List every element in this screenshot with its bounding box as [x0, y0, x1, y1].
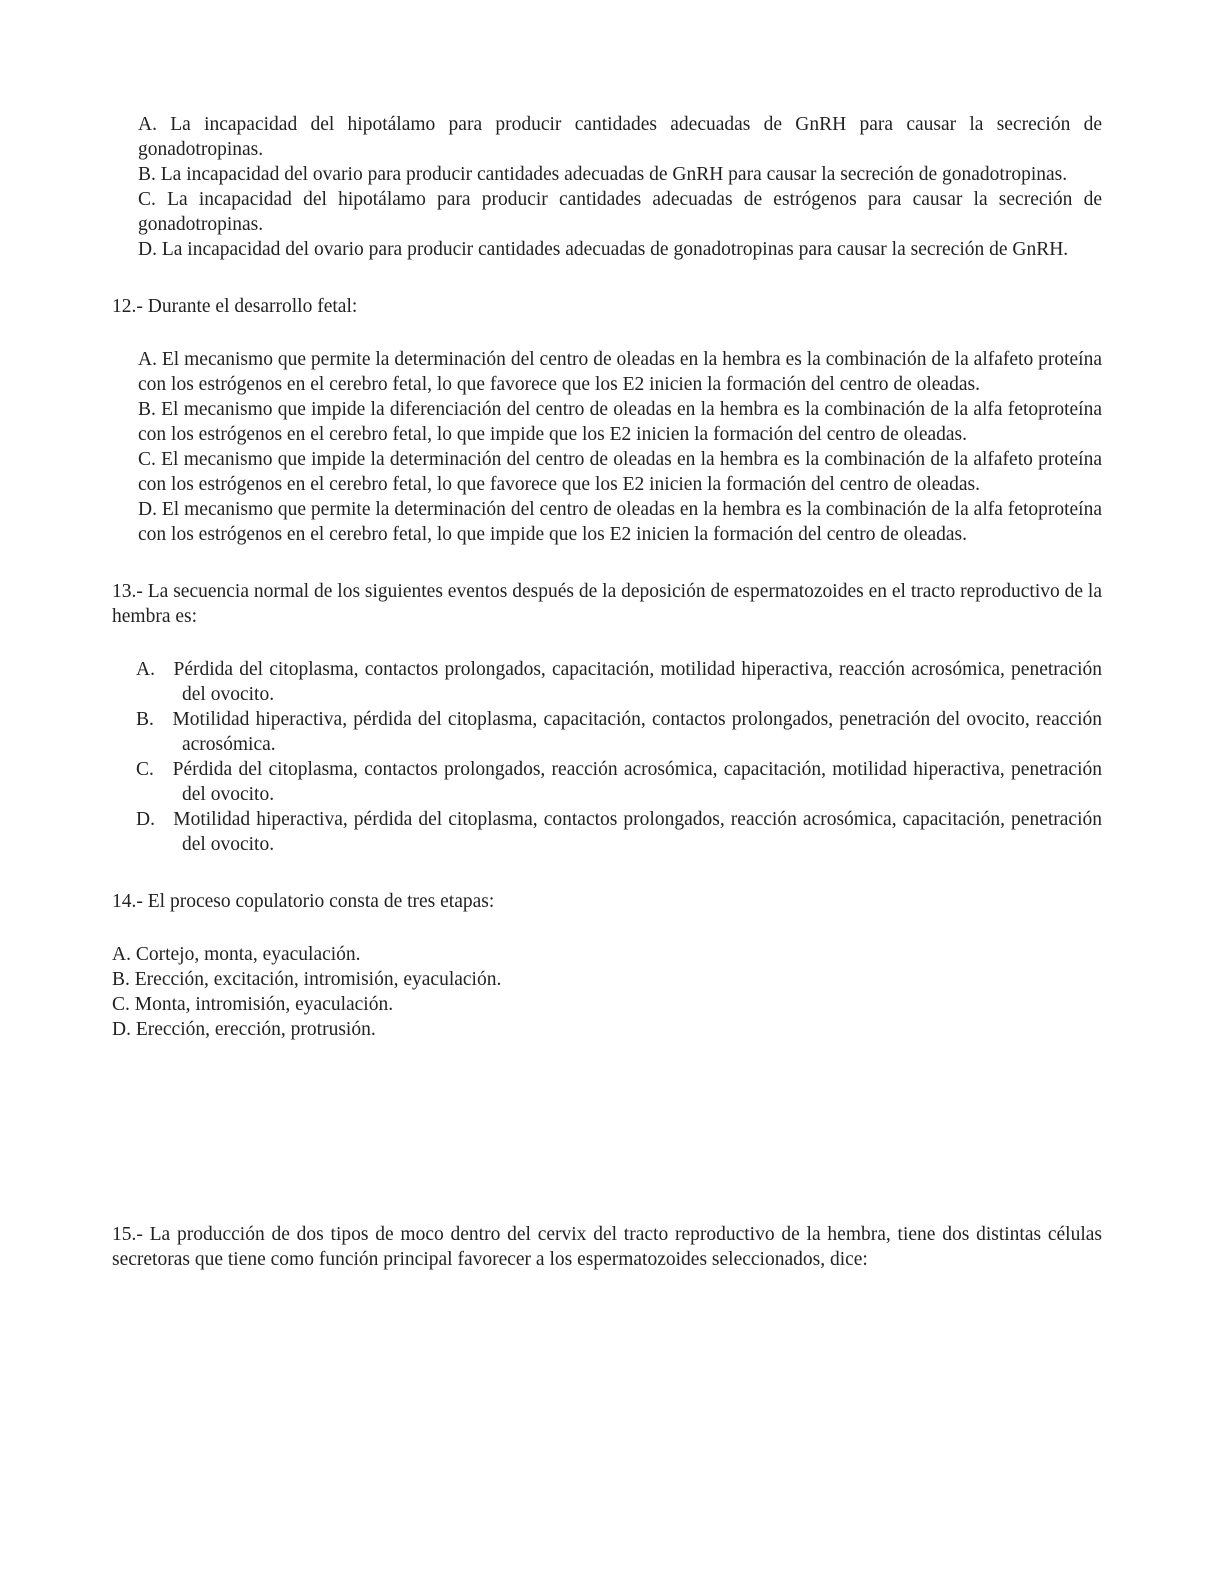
option-item: C. Monta, intromisión, eyaculación. [112, 994, 394, 1015]
option-item: A. El mecanismo que permite la determinación del centro de oleadas en la hembra es la combinación de la alfafeto proteína con los estrógenos en el cerebro fetal, lo que favorece que los E2 inicien la formación del centro de oleadas. [138, 349, 1103, 395]
question-12-title: 12.- Durante el desarrollo fetal: [112, 296, 358, 317]
question-14-options [112, 942, 1102, 1042]
question-13-title: 13.- La secuencia normal de los siguientes eventos después de la deposición de espermatozoides en el tracto reproductivo de la hembra es: [112, 581, 1102, 627]
option-item: B. El mecanismo que impide la diferenciación del centro de oleadas en la hembra es la combinación de la alfa fetoproteína con los estrógenos en el cerebro fetal, lo que impide que los E2 inicien la formación del centro de oleadas. [138, 399, 1103, 445]
option-item: A. Pérdida del citoplasma, contactos prolongados, capacitación, motilidad hiperactiva, reacción acrosómica, penetración del ovocito. [136, 659, 1103, 705]
option-item: A. La incapacidad del hipotálamo para producir cantidades adecuadas de GnRH para causar la secreción de gonadotropinas. [138, 114, 1103, 160]
continued-options [112, 112, 1102, 262]
option-item: B. Erección, excitación, intromisión, eyaculación. [112, 969, 502, 990]
option-item: A. Cortejo, monta, eyaculación. [112, 944, 361, 965]
option-item: C. El mecanismo que impide la determinación del centro de oleadas en la hembra es la combinación de la alfafeto proteína con los estrógenos en el cerebro fetal, lo que favorece que los E2 inicien la formación del centro de oleadas. [138, 449, 1103, 495]
option-item: C. Pérdida del citoplasma, contactos prolongados, reacción acrosómica, capacitación, motilidad hiperactiva, penetración del ovocito. [136, 759, 1102, 805]
option-item: C. La incapacidad del hipotálamo para producir cantidades adecuadas de estrógenos para causar la secreción de gonadotropinas. [138, 189, 1103, 235]
question-15-title: 15.- La producción de dos tipos de moco dentro del cervix del tracto reproductivo de la hembra, tiene dos distintas células secretoras que tiene como función principal favorecer a los espermatozoides seleccionados, dice: [112, 1224, 1102, 1270]
option-item: D. La incapacidad del ovario para producir cantidades adecuadas de gonadotropinas para causar la secreción de GnRH. [138, 239, 1069, 260]
question-12-options [112, 347, 1102, 547]
option-item: D. El mecanismo que permite la determinación del centro de oleadas en la hembra es la combinación de la alfa fetoproteína con los estrógenos en el cerebro fetal, lo que impide que los E2 inicien la formación del centro de oleadas. [138, 499, 1103, 545]
option-item: B. Motilidad hiperactiva, pérdida del citoplasma, capacitación, contactos prolongados, penetración del ovocito, reacción acrosómica. [136, 709, 1103, 755]
option-item: B. La incapacidad del ovario para producir cantidades adecuadas de GnRH para causar la secreción de gonadotropinas. [138, 164, 1068, 185]
option-item: D. Motilidad hiperactiva, pérdida del citoplasma, contactos prolongados, reacción acrosómica, capacitación, penetración del ovocito. [136, 809, 1103, 855]
question-13-options [112, 657, 1102, 857]
option-item: D. Erección, erección, protrusión. [112, 1019, 376, 1040]
question-14-title: 14.- El proceso copulatorio consta de tres etapas: [112, 891, 495, 912]
document-page [112, 112, 1102, 1272]
